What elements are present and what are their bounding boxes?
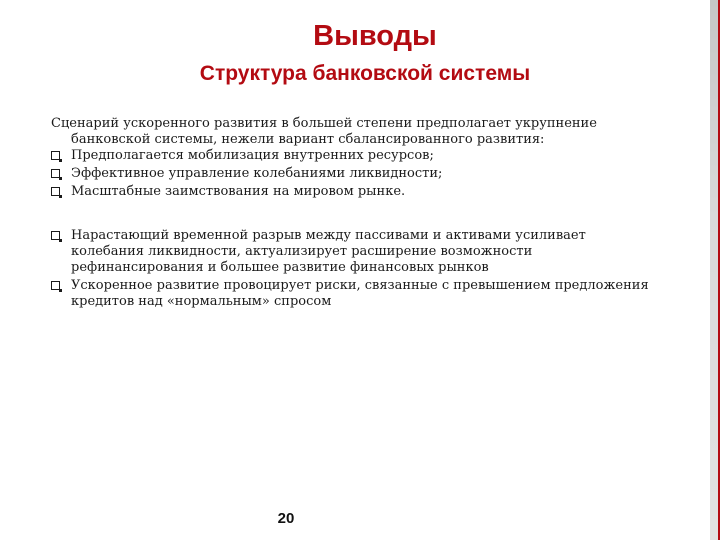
list-item-text: Нарастающий временной разрыв между пассивами и активами усиливает колебания ликвидности, актуализирует расширение возможности рефинансирования и большее развитие финансовых рынков	[71, 228, 586, 275]
slide-subtitle: Структура банковской системы	[199, 62, 531, 85]
list-item	[51, 184, 651, 200]
intro-line-2: банковской системы, нежели вариант сбалансированного развития:	[71, 132, 545, 147]
list-item	[51, 166, 651, 182]
list-item	[51, 228, 651, 276]
slide-title: Выводы	[313, 20, 437, 52]
spacer	[51, 202, 651, 228]
checkbox-bullet-icon	[51, 187, 60, 196]
checkbox-bullet-icon	[51, 169, 60, 178]
list-item	[51, 148, 651, 164]
checkbox-bullet-icon	[51, 151, 60, 160]
list-item-text: Эффективное управление колебаниями ликвидности;	[71, 166, 443, 181]
bullet-list-2	[51, 228, 651, 310]
intro-paragraph	[51, 116, 651, 148]
checkbox-bullet-icon	[51, 231, 60, 240]
list-item	[51, 278, 651, 310]
bullet-list-1	[51, 148, 651, 200]
list-item-text: Предполагается мобилизация внутренних ресурсов;	[71, 148, 434, 163]
slide-body	[51, 116, 651, 312]
list-item-text: Ускоренное развитие провоцирует риски, связанные с превышением предложения кредитов над «нормальным» спросом	[71, 278, 649, 309]
list-item-text: Масштабные заимствования на мировом рынке.	[71, 184, 406, 199]
intro-line-1: Сценарий ускоренного развития в большей степени предполагает укрупнение	[51, 116, 597, 131]
checkbox-bullet-icon	[51, 281, 60, 290]
page-number: 20	[277, 510, 295, 527]
